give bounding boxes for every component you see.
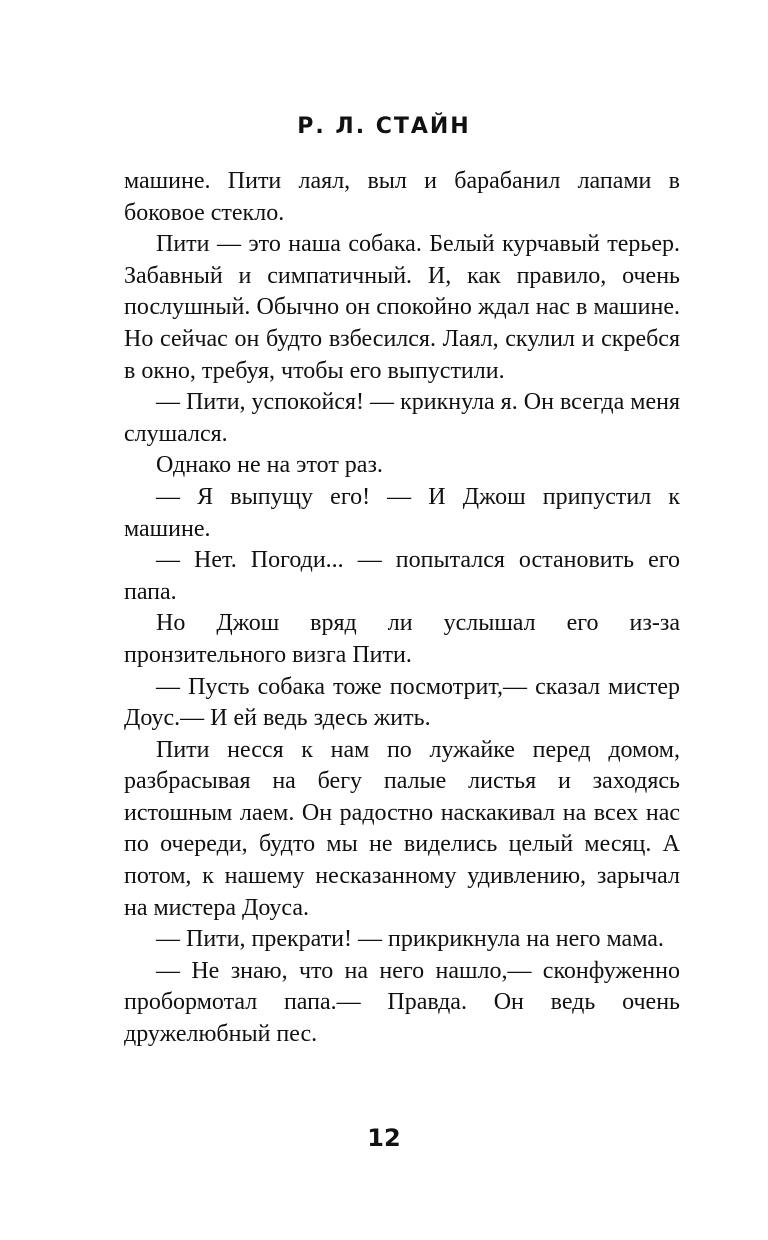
paragraph: Пити несся к нам по лужайке перед домом, разбрасывая на бегу палые листья и заходясь истошным лаем. Он радостно наскакивал на всех нас по очереди, будто мы не виделись целый месяц. А потом, к нашему несказанному удивлению, зарычал на мистера Доуса. [124,736,680,921]
paragraph: Однако не на этот раз. [156,452,383,479]
paragraph: — Пусть собака тоже посмотрит,— сказал мистер Доус.— И ей ведь здесь жить. [124,673,680,732]
running-header: Р. Л. СТАЙН [297,114,471,139]
page-number: 12 [367,1124,401,1152]
paragraph: Но Джош вряд ли услышал его из-за пронзительного визга Пити. [124,610,680,668]
paragraph: — Я выпущу его! — И Джош припустил к машине. [124,483,680,542]
paragraph: машине. Пити лаял, выл и барабанил лапами в боковое стекло. [124,168,680,226]
paragraph: — Пити, прекрати! — прикрикнула на него мама. [156,926,664,953]
paragraph: — Пити, успокойся! — крикнула я. Он всегда меня слушался. [124,389,680,447]
paragraph: Пити — это наша собака. Белый курчавый терьер. Забавный и симпатичный. И, как правило, очень послушный. Обычно он спокойно ждал нас в машине. Но сейчас он будто взбесился. Лаял, скулил и скребся в окно, требуя, чтобы его выпустили. [124,231,680,384]
paragraph: — Нет. Погоди... — попытался остановить его папа. [124,547,680,605]
paragraph: — Не знаю, что на него нашло,— сконфуженно пробормотал папа.— Правда. Он ведь очень дружелюбный пес. [124,957,680,1048]
body-text [124,166,680,1051]
